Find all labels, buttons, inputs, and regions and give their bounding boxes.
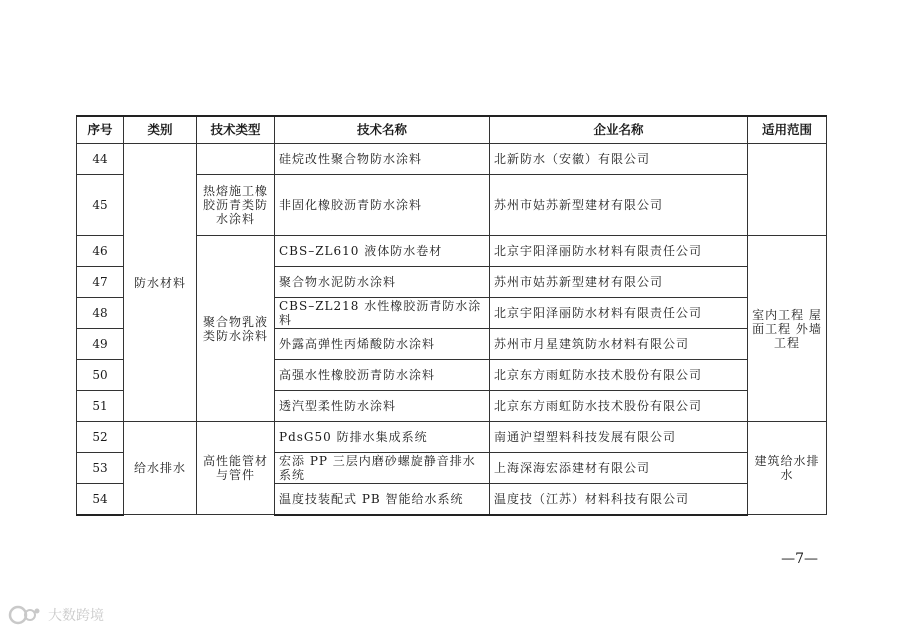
tech-name-cell: 高强水性橡胶沥青防水涂料 xyxy=(275,360,490,391)
tech-name-cell: 外露高弹性丙烯酸防水涂料 xyxy=(275,329,490,360)
category-cell: 防水材料 xyxy=(124,144,197,422)
enterprise-cell: 南通沪望塑料科技发展有限公司 xyxy=(490,422,748,453)
scope-cell: 室内工程 屋面工程 外墙工程 xyxy=(748,236,827,422)
tech-name-cell: 硅烷改性聚合物防水涂料 xyxy=(275,144,490,175)
tech-name-cell: CBS–ZL610 液体防水卷材 xyxy=(275,236,490,267)
table-header-row xyxy=(77,116,827,144)
header-tech-type: 技术类型 xyxy=(197,116,275,144)
tech-name-cell: CBS–ZL218 水性橡胶沥青防水涂料 xyxy=(275,298,490,329)
table-row xyxy=(77,422,827,453)
row-serial-no: 49 xyxy=(77,329,124,360)
table-row xyxy=(77,144,827,175)
enterprise-cell: 温度技（江苏）材料科技有限公司 xyxy=(490,484,748,515)
watermark-logo-icon xyxy=(8,604,42,626)
tech-type-cell: 聚合物乳液类防水涂料 xyxy=(197,236,275,422)
enterprise-cell: 上海深海宏添建材有限公司 xyxy=(490,453,748,484)
tech-type-cell: 高性能管材与管件 xyxy=(197,422,275,515)
enterprise-cell: 苏州市姑苏新型建材有限公司 xyxy=(490,175,748,236)
tech-name-cell: PdsG50 防排水集成系统 xyxy=(275,422,490,453)
row-serial-no: 48 xyxy=(77,298,124,329)
header-category: 类别 xyxy=(124,116,197,144)
row-serial-no: 50 xyxy=(77,360,124,391)
enterprise-cell: 北京宇阳泽丽防水材料有限责任公司 xyxy=(490,236,748,267)
enterprise-cell: 苏州市姑苏新型建材有限公司 xyxy=(490,267,748,298)
tech-name-cell: 聚合物水泥防水涂料 xyxy=(275,267,490,298)
watermark-text: 大数跨境 xyxy=(48,608,104,624)
tech-name-cell: 非固化橡胶沥青防水涂料 xyxy=(275,175,490,236)
row-serial-no: 47 xyxy=(77,267,124,298)
tech-name-cell: 宏添 PP 三层内磨砂螺旋静音排水系统 xyxy=(275,453,490,484)
category-cell: 给水排水 xyxy=(124,422,197,515)
row-serial-no: 46 xyxy=(77,236,124,267)
watermark xyxy=(8,604,104,626)
row-serial-no: 45 xyxy=(77,175,124,236)
row-serial-no: 54 xyxy=(77,484,124,515)
enterprise-cell: 北新防水（安徽）有限公司 xyxy=(490,144,748,175)
scope-cell-empty xyxy=(748,144,827,236)
tech-type-cell: 热熔施工橡胶沥青类防水涂料 xyxy=(197,175,275,236)
tech-type-cell-empty xyxy=(197,144,275,175)
row-serial-no: 44 xyxy=(77,144,124,175)
scope-cell: 建筑给水排水 xyxy=(748,422,827,515)
page-number: —7— xyxy=(781,551,818,567)
header-serial-no: 序号 xyxy=(77,116,124,144)
technology-table xyxy=(76,115,827,516)
enterprise-cell: 北京宇阳泽丽防水材料有限责任公司 xyxy=(490,298,748,329)
enterprise-cell: 苏州市月星建筑防水材料有限公司 xyxy=(490,329,748,360)
enterprise-cell: 北京东方雨虹防水技术股份有限公司 xyxy=(490,360,748,391)
header-scope: 适用范围 xyxy=(748,116,827,144)
tech-name-cell: 透汽型柔性防水涂料 xyxy=(275,391,490,422)
enterprise-cell: 北京东方雨虹防水技术股份有限公司 xyxy=(490,391,748,422)
row-serial-no: 53 xyxy=(77,453,124,484)
row-serial-no: 52 xyxy=(77,422,124,453)
header-tech-name: 技术名称 xyxy=(275,116,490,144)
header-enterprise: 企业名称 xyxy=(490,116,748,144)
row-serial-no: 51 xyxy=(77,391,124,422)
tech-name-cell: 温度技装配式 PB 智能给水系统 xyxy=(275,484,490,515)
